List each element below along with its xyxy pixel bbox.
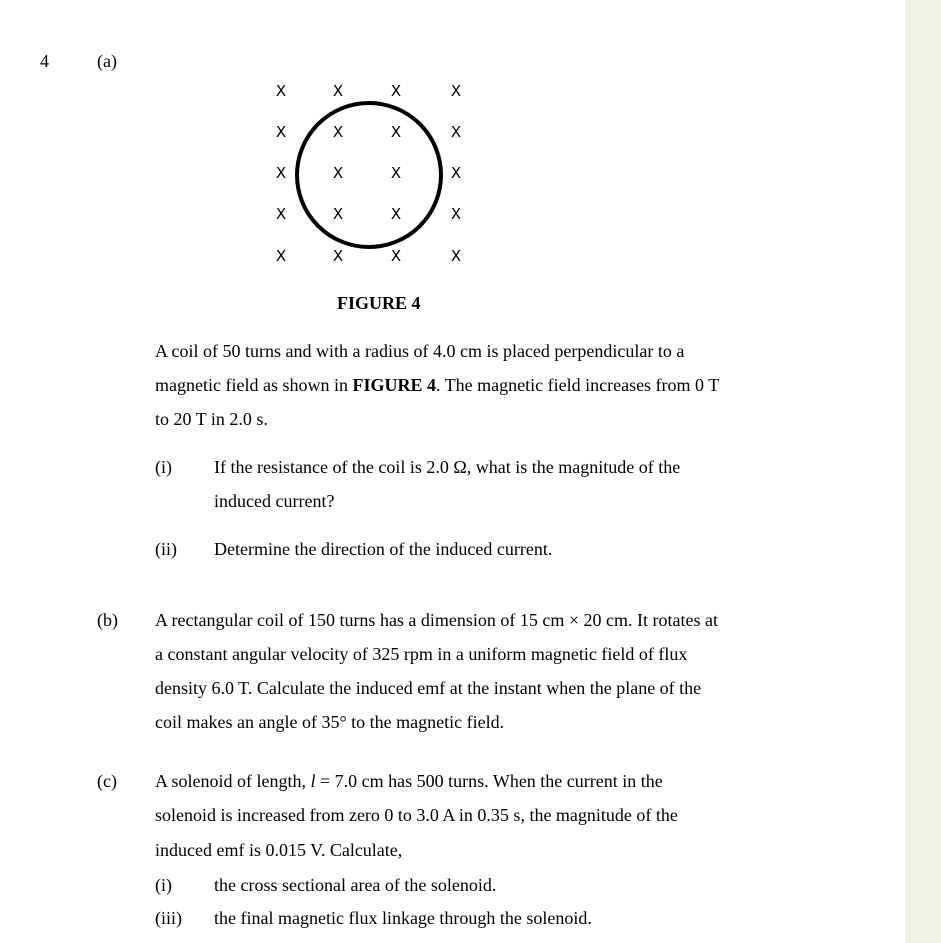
length-variable: l — [310, 771, 316, 791]
field-cross-icon: X — [275, 205, 287, 223]
sub-question-text: the cross sectional area of the solenoid. — [214, 875, 497, 895]
sub-question-label: (i) — [155, 875, 172, 895]
field-cross-icon: X — [332, 82, 344, 100]
field-cross-icon: X — [332, 247, 344, 265]
field-cross-icon: X — [450, 247, 462, 265]
stem-text: = 7.0 cm has 500 turns. When the current in the — [315, 771, 663, 791]
field-cross-icon: X — [390, 82, 402, 100]
part-c-line: solenoid is increased from zero 0 to 3.0 A in 0.35 s, the magnitude of the — [155, 805, 678, 825]
sub-question-label: (iii) — [155, 908, 182, 928]
field-cross-icon: X — [450, 82, 462, 100]
field-cross-icon: X — [450, 123, 462, 141]
sub-question-text: Determine the direction of the induced current. — [214, 539, 553, 559]
part-a-stem-line — [155, 374, 719, 396]
stem-text: . The magnetic field increases from 0 T — [435, 375, 720, 395]
field-cross-icon: X — [275, 82, 287, 100]
field-cross-icon: X — [332, 164, 344, 182]
part-a-stem-line: to 20 T in 2.0 s. — [155, 409, 268, 429]
field-cross-icon: X — [390, 205, 402, 223]
part-a-stem-line: A coil of 50 turns and with a radius of 4.0 cm is placed perpendicular to a — [155, 341, 685, 361]
part-c-line — [155, 770, 663, 792]
field-cross-icon: X — [332, 123, 344, 141]
part-b-line: coil makes an angle of 35° to the magnetic field. — [155, 712, 505, 732]
coil-circle — [0, 0, 941, 300]
part-c-line: induced emf is 0.015 V. Calculate, — [155, 840, 403, 860]
part-b-label: (b) — [97, 610, 118, 630]
field-cross-icon: X — [390, 247, 402, 265]
sub-question-label: (i) — [155, 457, 172, 477]
stem-text: magnetic field as shown in — [155, 375, 353, 395]
part-c-label: (c) — [97, 771, 117, 791]
field-cross-icon: X — [332, 205, 344, 223]
part-a-label: (a) — [97, 51, 117, 71]
sub-question-text: the final magnetic flux linkage through the solenoid. — [214, 908, 592, 928]
stem-text: A solenoid of length, — [155, 771, 311, 791]
field-cross-icon: X — [390, 123, 402, 141]
field-cross-icon: X — [275, 247, 287, 265]
figure-reference: FIGURE 4 — [352, 375, 436, 395]
sub-question-text: If the resistance of the coil is 2.0 Ω, what is the magnitude of the — [214, 457, 681, 477]
field-cross-icon: X — [450, 205, 462, 223]
sub-question-label: (ii) — [155, 539, 177, 559]
question-number: 4 — [40, 51, 49, 71]
field-cross-icon: X — [275, 123, 287, 141]
figure-caption: FIGURE 4 — [337, 293, 421, 313]
part-b-line: A rectangular coil of 150 turns has a dimension of 15 cm × 20 cm. It rotates at — [155, 610, 719, 630]
part-b-line: density 6.0 T. Calculate the induced emf at the instant when the plane of the — [155, 678, 702, 698]
field-cross-icon: X — [275, 164, 287, 182]
field-cross-icon: X — [390, 164, 402, 182]
part-b-line: a constant angular velocity of 325 rpm in a uniform magnetic field of flux — [155, 644, 688, 664]
sub-question-text: induced current? — [214, 491, 335, 511]
field-cross-icon: X — [450, 164, 462, 182]
